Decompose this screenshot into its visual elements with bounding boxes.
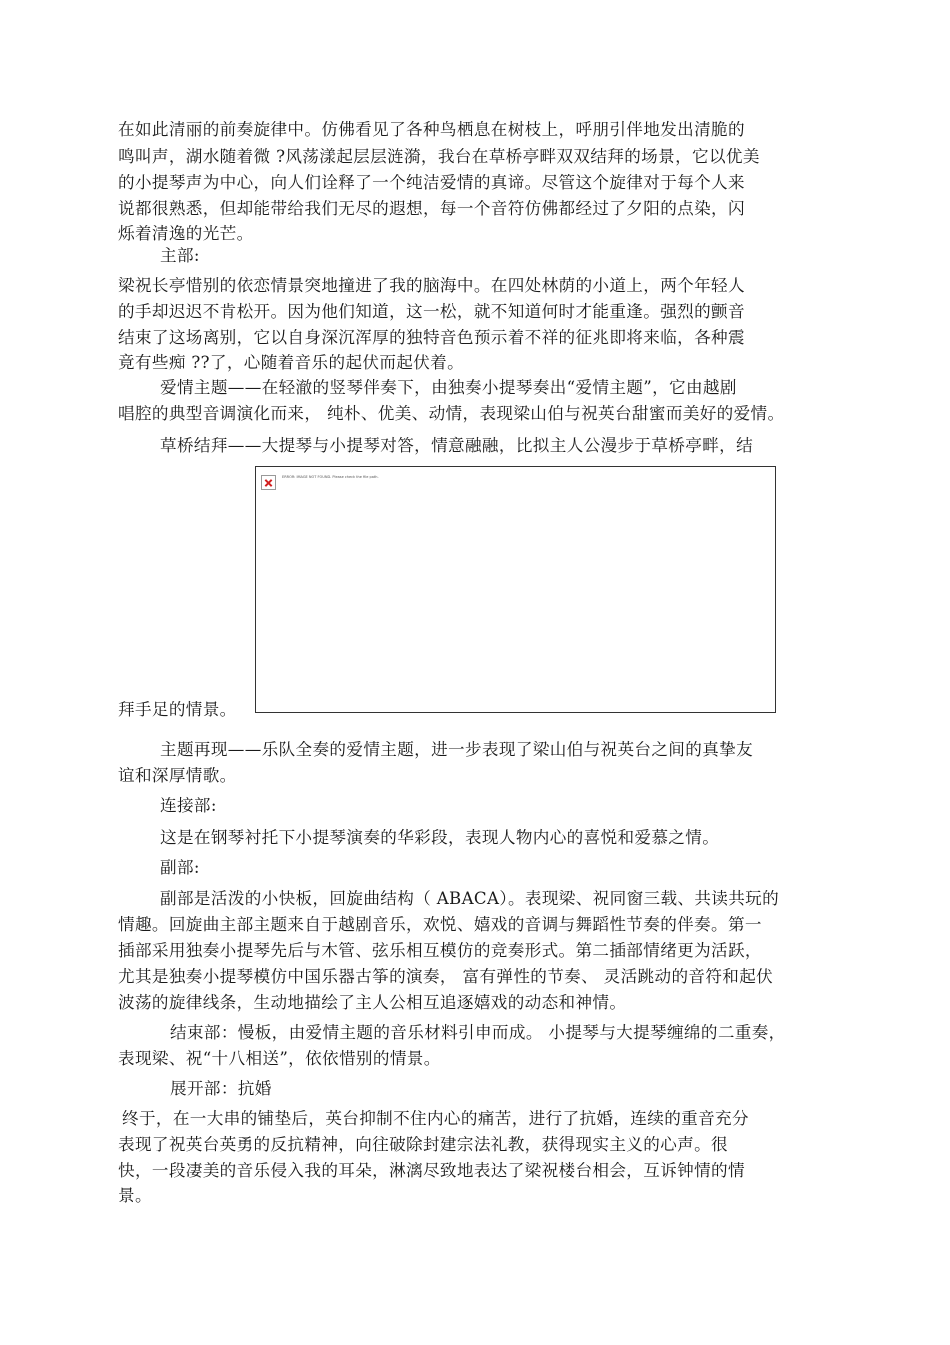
text-line: 鸣叫声，湖水随着微 ?风荡漾起层层涟漪，我台在草桥亭畔双双结拜的场景，它以优美 <box>118 147 760 166</box>
text-line: 谊和深厚情歌。 <box>118 766 237 785</box>
text-line: 结束部：慢板，由爱情主题的音乐材料引申而成。 小提琴与大提琴缠绵的二重奏， <box>170 1023 786 1042</box>
text-line: 表现了祝英台英勇的反抗精神，向往破除封建宗法礼教，获得现实主义的心声。很 <box>118 1135 728 1154</box>
broken-image-icon <box>261 475 276 490</box>
text-line: 情趣。回旋曲主部主题来自于越剧音乐，欢悦、嬉戏的音调与舞蹈性节奏的伴奏。第一 <box>118 915 762 934</box>
text-line: 在如此清丽的前奏旋律中。仿佛看见了各种鸟栖息在树枝上，呼朋引伴地发出清脆的 <box>118 120 745 139</box>
text-line: 烁着清逸的光芒。 <box>118 224 254 243</box>
text-line: 爱情主题——在轻澈的竖琴伴奏下，由独奏小提琴奏出“爱情主题”，它由越剧 <box>160 378 737 397</box>
text-line: 主题再现——乐队全奏的爱情主题，进一步表现了梁山伯与祝英台之间的真挚友 <box>160 740 754 759</box>
text-line: 终于，在一大串的铺垫后，英台抑制不住内心的痛苦，进行了抗婚，连续的重音充分 <box>122 1109 749 1128</box>
text-line: 的小提琴声为中心，向人们诠释了一个纯洁爱情的真谛。尽管这个旋律对于每个人来 <box>118 173 745 192</box>
section-heading: 连接部: <box>160 796 217 815</box>
text-line: 波荡的旋律线条，生动地描绘了主人公相互追逐嬉戏的动态和神情。 <box>118 993 627 1012</box>
text-line: 插部采用独奏小提琴先后与木管、弦乐相互模仿的竞奏形式。第二插部情绪更为活跃， <box>118 941 762 960</box>
section-heading: 主部: <box>160 246 200 265</box>
text-line: 的手却迟迟不肯松开。因为他们知道，这一松，就不知道何时才能重逢。强烈的颤音 <box>118 302 745 321</box>
text-line: 竟有些痴 ??了，心随着音乐的起伏而起伏着。 <box>118 353 465 372</box>
text-line: 快，一段凄美的音乐侵入我的耳朵，淋漓尽致地表达了梁祝楼台相会，互诉钟情的情 <box>118 1161 745 1180</box>
text-line: 这是在钢琴衬托下小提琴演奏的华彩段，表现人物内心的喜悦和爱慕之情。 <box>160 828 720 847</box>
text-line: 结束了这场离别，它以自身深沉浑厚的独特音色预示着不祥的征兆即将来临，各种震 <box>118 328 745 347</box>
text-line: 尤其是独奏小提琴模仿中国乐器古筝的演奏， 富有弹性的节奏、 灵活跳动的音符和起伏 <box>118 967 774 986</box>
figure-error-caption: ERROR: IMAGE NOT FOUND. Please check the file path. <box>282 475 379 479</box>
text-line: 表现梁、祝“十八相送”，依依惜别的情景。 <box>118 1049 441 1068</box>
section-heading: 展开部：抗婚 <box>170 1079 272 1098</box>
text-line: 梁祝长亭惜别的依恋情景突地撞进了我的脑海中。在四处林荫的小道上，两个年轻人 <box>118 276 745 295</box>
text-line: 副部是活泼的小快板，回旋曲结构（ ABACA）。表现梁、祝同窗三载、共读共玩的 <box>160 889 780 908</box>
text-line: 唱腔的典型音调演化而来， 纯朴、优美、动情，表现梁山伯与祝英台甜蜜而美好的爱情。 <box>118 404 785 423</box>
text-line: 拜手足的情景。 <box>118 700 237 719</box>
text-line: 景。 <box>118 1186 152 1205</box>
section-heading: 副部: <box>160 858 200 877</box>
text-line: 说都很熟悉，但却能带给我们无尽的遐想，每一个音符仿佛都经过了夕阳的点染，闪 <box>118 199 745 218</box>
text-line: 草桥结拜——大提琴与小提琴对答，情意融融，比拟主人公漫步于草桥亭畔，结 <box>160 436 754 455</box>
embedded-figure <box>255 466 776 713</box>
